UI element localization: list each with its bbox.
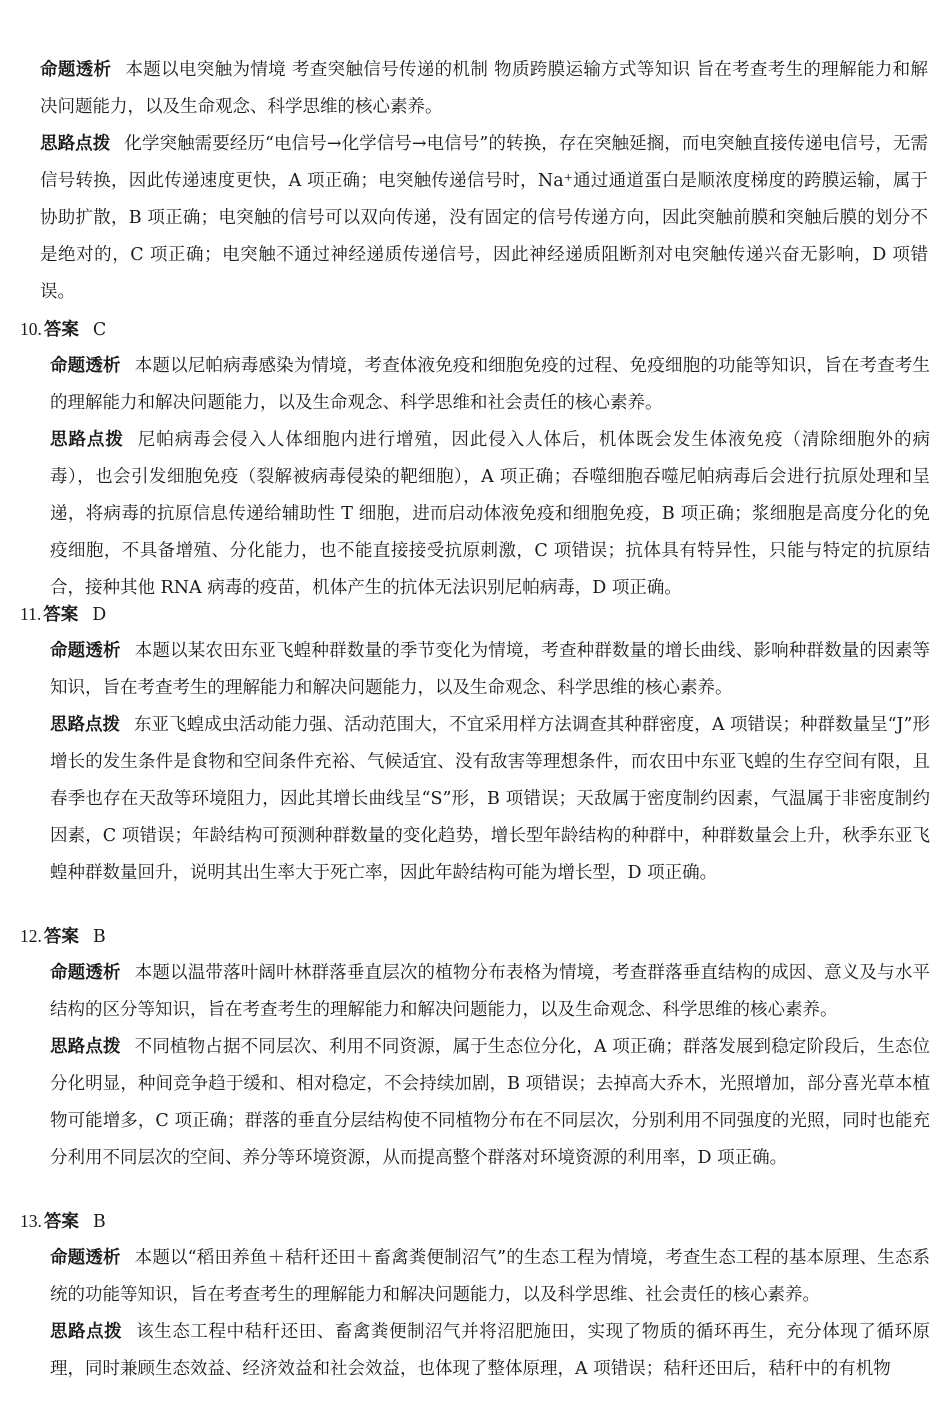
tou-xi-text: 本题以尼帕病毒感染为情境，考查体液免疫和细胞免疫的过程、免疫细胞的功能等知识，旨在考查考生的理解能力和解决问题能力，以及生命观念、科学思维和社会责任的核心素养。 [50,356,931,413]
answer-value: D [92,605,107,625]
dian-bo-label: 思路点拨 [50,430,124,450]
q11-tou-xi [50,633,930,707]
dian-bo-text: 化学突触需要经历“电信号→化学信号→电信号”的转换，存在突触延搁，而电突触直接传递电信号，无需信号转换，因此传递速度更快，A 项正确；电突触传递信号时，Na⁺通过通道蛋白是顺浓度梯度的跨膜运输，属于协助扩散，B 项正确；电突触的信号可以双向传递，没有固定的信号传递方向，因此突触前膜和突触后膜的划分不是绝对的，C 项正确；电突触不通过神经递质传递信号，因此神经递质阻断剂对电突触传递兴奋无影响，D 项错误。 [40,134,928,302]
answer-label: 答案 [43,1212,79,1232]
dian-bo-label: 思路点拨 [50,715,121,735]
tou-xi-label: 命题透析 [50,963,121,983]
q12-dian-bo [50,1029,930,1177]
dian-bo-label: 思路点拨 [40,134,111,154]
dian-bo-text: 该生态工程中秸秆还田、畜禽粪便制沼气并将沼肥施田，实现了物质的循环再生，充分体现了循环原理，同时兼顾生态效益、经济效益和社会效益，也体现了整体原理，A 项错误；秸秆还田后，秸秆中的有机物 [50,1322,931,1379]
tou-xi-text: 本题以“稻田养鱼＋秸秆还田＋畜禽粪便制沼气”的生态工程为情境，考查生态工程的基本原理、生态系统的功能等知识，旨在考查考生的理解能力和解决问题能力，以及科学思维、社会责任的核心素养。 [50,1248,931,1305]
tou-xi-label: 命题透析 [50,356,121,376]
question-number: 13. [20,1211,42,1231]
q13-tou-xi [50,1240,930,1314]
q13-answer-line [20,1203,106,1241]
answer-value: B [92,1212,106,1232]
q10-dian-bo [50,422,930,607]
answer-value: C [92,320,107,340]
q13-dian-bo [50,1314,930,1388]
tou-xi-text: 本题以电突触为情境 考查突触信号传递的机制 物质跨膜运输方式等知识 旨在考查考生的理解能力和解决问题能力，以及生命观念、科学思维的核心素养。 [40,60,929,117]
dian-bo-label: 思路点拨 [50,1037,121,1057]
dian-bo-text: 尼帕病毒会侵入人体细胞内进行增殖，因此侵入人体后，机体既会发生体液免疫（清除细胞外的病毒），也会引发细胞免疫（裂解被病毒侵染的靶细胞），A 项正确；吞噬细胞吞噬尼帕病毒后会进行抗原处理和呈递，将病毒的抗原信息传递给辅助性 T 细胞，进而启动体液免疫和细胞免疫，B 项正确；浆细胞是高度分化的免疫细胞，不具备增殖、分化能力，也不能直接接受抗原刺激，C 项错误；抗体具有特异性，只能与特定的抗原结合，接种其他 RNA 病毒的疫苗，机体产生的抗体无法识别尼帕病毒，D 项正确。 [50,430,931,598]
q11-dian-bo [50,707,930,892]
dian-bo-text: 东亚飞蝗成虫活动能力强、活动范围大，不宜采用样方法调查其种群密度，A 项错误；种群数量呈“J”形增长的发生条件是食物和空间条件充裕、气候适宜、没有敌害等理想条件，而农田中东亚飞蝗的生存空间有限，且春季也存在天敌等环境阻力，因此其增长曲线呈“S”形，B 项错误；天敌属于密度制约因素，气温属于非密度制约因素，C 项错误；年龄结构可预测种群数量的变化趋势，增长型年龄结构的种群中，种群数量会上升，秋季东亚飞蝗种群数量回升，说明其出生率大于死亡率，因此年龄结构可能为增长型，D 项正确。 [50,715,931,883]
answer-label: 答案 [43,320,79,340]
tou-xi-text: 本题以温带落叶阔叶林群落垂直层次的植物分布表格为情境，考查群落垂直结构的成因、意义及与水平结构的区分等知识，旨在考查考生的理解能力和解决问题能力，以及生命观念、科学思维的核心素养。 [50,963,931,1020]
question-number: 12. [20,926,42,946]
question-number: 11. [20,604,42,624]
tou-xi-text: 本题以某农田东亚飞蝗种群数量的季节变化为情境，考查种群数量的增长曲线、影响种群数量的因素等知识，旨在考查考生的理解能力和解决问题能力，以及生命观念、科学思维的核心素养。 [50,641,931,698]
answer-label: 答案 [43,927,79,947]
q10-tou-xi [50,348,930,422]
q12-answer-line [20,918,106,956]
q11-answer-line [20,596,106,634]
answer-label: 答案 [43,605,79,625]
answer-value: B [92,927,106,947]
q9-tou-xi [40,52,928,126]
q9-dian-bo [40,126,928,311]
dian-bo-text: 不同植物占据不同层次、利用不同资源，属于生态位分化，A 项正确；群落发展到稳定阶段后，生态位分化明显，种间竞争趋于缓和、相对稳定，不会持续加剧，B 项错误；去掉高大乔木，光照增加，部分喜光草本植物可能增多，C 项正确；群落的垂直分层结构使不同植物分布在不同层次，分别利用不同强度的光照，同时也能充分利用不同层次的空间、养分等环境资源，从而提高整个群落对环境资源的利用率，D 项正确。 [50,1037,931,1168]
tou-xi-label: 命题透析 [50,641,121,661]
question-number: 10. [20,319,42,339]
dian-bo-label: 思路点拨 [50,1322,123,1342]
q10-answer-line [20,311,106,349]
q12-tou-xi [50,955,930,1029]
tou-xi-label: 命题透析 [50,1248,121,1268]
tou-xi-label: 命题透析 [40,60,112,80]
